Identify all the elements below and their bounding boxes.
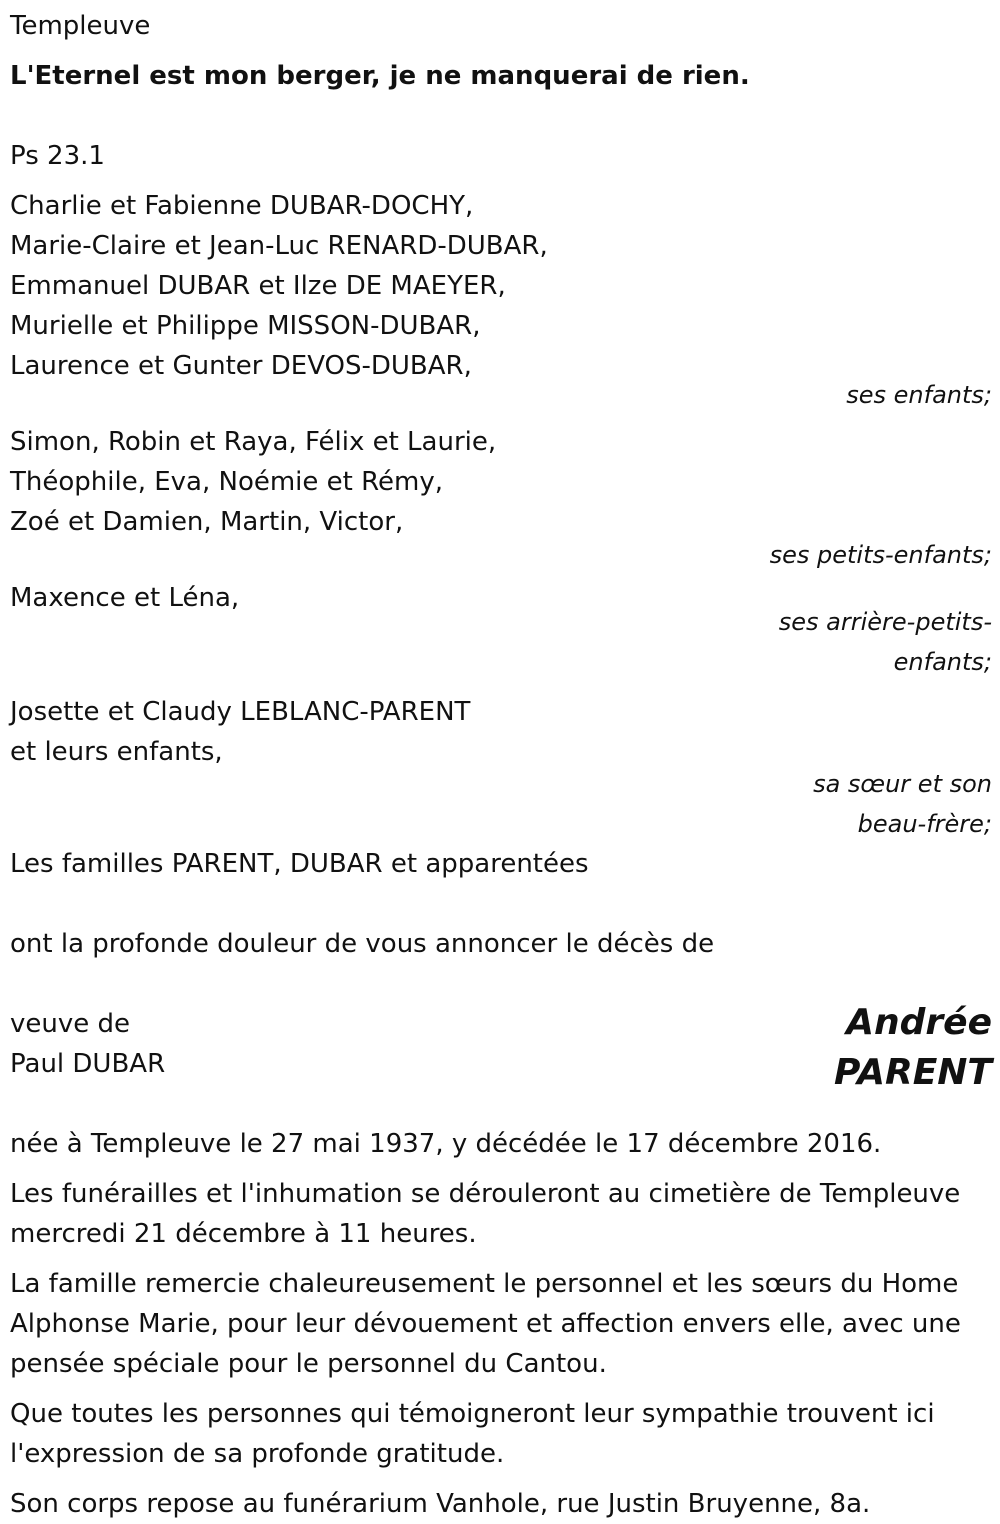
widow-of-line: veuve de <box>10 1009 131 1039</box>
great-grandchildren-block <box>10 578 992 682</box>
relation-label: beau-frère; <box>857 810 992 838</box>
paragraph-line: mercredi 21 décembre à 11 heures. <box>10 1219 477 1249</box>
relation-label: sa sœur et son <box>813 770 992 798</box>
relation-label: ses petits-enfants; <box>769 541 992 569</box>
place-name: Templeuve <box>10 11 151 41</box>
widow-of <box>10 1004 165 1084</box>
family-line: Emmanuel DUBAR et Ilze DE MAEYER, <box>10 271 506 301</box>
family-line: Charlie et Fabienne DUBAR-DOCHY, <box>10 191 474 221</box>
announcement-line: ont la profonde douleur de vous annoncer le décès de <box>10 929 715 959</box>
deceased-last-name: PARENT <box>834 1052 992 1093</box>
family-line: Maxence et Léna, <box>10 583 240 613</box>
families-line: Les familles PARENT, DUBAR et apparentées <box>10 849 589 879</box>
family-line: Simon, Robin et Raya, Félix et Laurie, <box>10 427 497 457</box>
relation-label: ses enfants; <box>846 381 992 409</box>
family-line: Théophile, Eva, Noémie et Rémy, <box>10 467 443 497</box>
sympathy-paragraph <box>10 1394 992 1474</box>
relation-label: enfants; <box>893 648 992 676</box>
widow-of-line: Paul DUBAR <box>10 1049 166 1079</box>
paragraph-line: La famille remercie chaleureusement le personnel et les sœurs du Home <box>10 1269 959 1299</box>
bible-verse: L'Eternel est mon berger, je ne manquerai de rien. <box>10 61 750 91</box>
family-line: et leurs enfants, <box>10 737 223 767</box>
funeral-paragraph <box>10 1174 992 1254</box>
rest-line: Son corps repose au funérarium Vanhole, rue Justin Bruyenne, 8a. <box>10 1489 871 1519</box>
paragraph-line: pensée spéciale pour le personnel du Cantou. <box>10 1349 607 1379</box>
family-line: Josette et Claudy LEBLANC-PARENT <box>10 697 471 727</box>
obituary-notice <box>10 6 992 1524</box>
notice-body <box>10 1124 992 1524</box>
paragraph-line: Les funérailles et l'inhumation se dérouleront au cimetière de Templeuve <box>10 1179 961 1209</box>
deceased-first-name: Andrée <box>846 1002 992 1043</box>
family-line: Marie-Claire et Jean-Luc RENARD-DUBAR, <box>10 231 548 261</box>
family-line: Laurence et Gunter DEVOS-DUBAR, <box>10 351 472 381</box>
relation-label: ses arrière-petits- <box>778 608 992 636</box>
paragraph-line: l'expression de sa profonde gratitude. <box>10 1439 505 1469</box>
paragraph-line: Que toutes les personnes qui témoigneront leur sympathie trouvent ici <box>10 1399 935 1429</box>
deceased-block <box>10 1004 992 1098</box>
deceased-name <box>834 998 992 1098</box>
birth-death-line: née à Templeuve le 27 mai 1937, y décédée le 17 décembre 2016. <box>10 1129 882 1159</box>
paragraph-line: Alphonse Marie, pour leur dévouement et affection envers elle, avec une <box>10 1309 961 1339</box>
sister-block <box>10 692 992 844</box>
thanks-paragraph <box>10 1264 992 1384</box>
children-block <box>10 186 992 410</box>
verse-reference: Ps 23.1 <box>10 141 105 171</box>
family-line: Zoé et Damien, Martin, Victor, <box>10 507 404 537</box>
family-line: Murielle et Philippe MISSON-DUBAR, <box>10 311 481 341</box>
grandchildren-block <box>10 422 992 570</box>
